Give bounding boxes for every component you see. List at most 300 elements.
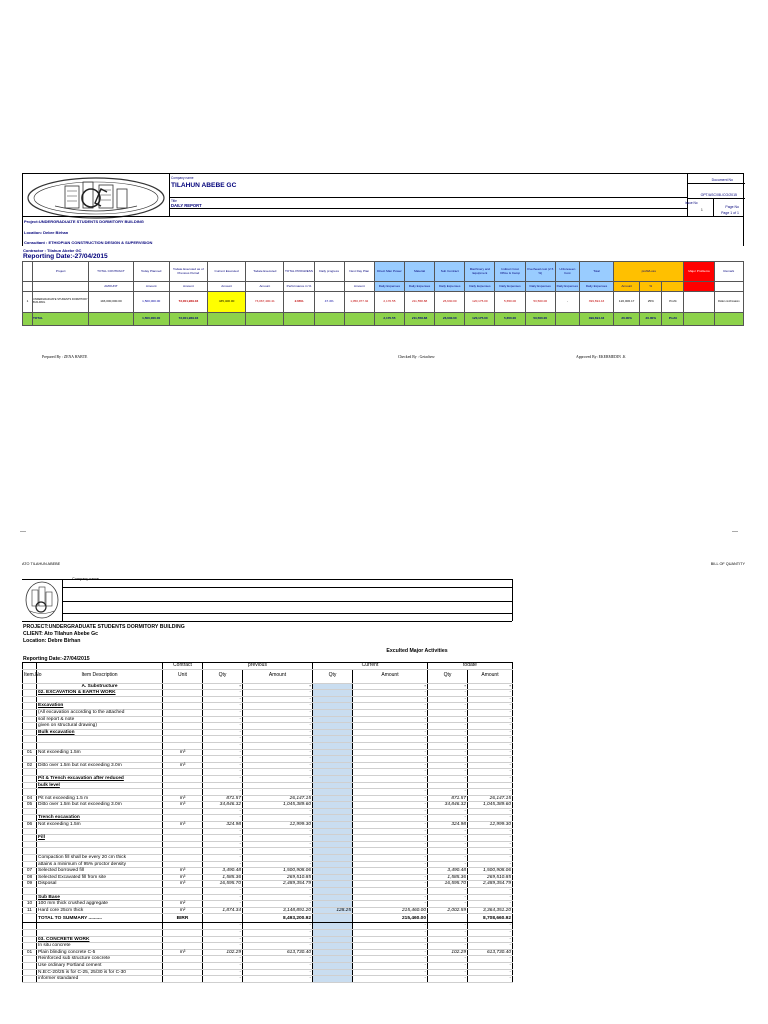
table-row [23, 881, 513, 888]
cell-item-unit [163, 828, 203, 835]
row-profit-pct: 25% [640, 292, 662, 313]
cell-item-no: 04 [23, 795, 37, 802]
boq-body [23, 683, 513, 914]
cell-prev-amount: 12,999.30 [243, 822, 313, 829]
daily-report-sheet [22, 173, 744, 321]
cell-todate-amount: - [468, 769, 513, 776]
cell-prev-amount: - [243, 848, 313, 855]
revision-label: Issue No [685, 201, 698, 205]
sub-profit-amount: Amount [614, 282, 640, 292]
cell-item-description [37, 756, 163, 763]
cell-todate-amount: - [468, 709, 513, 716]
row-next-day-plan: 1,050,077.32 [344, 292, 374, 313]
cell-prev-amount: - [243, 969, 313, 976]
row-total: 399,694.43 [579, 292, 613, 313]
cell-item-description [37, 841, 163, 848]
cell-item-no [23, 690, 37, 697]
cell-item-no [23, 775, 37, 782]
col-unit: Unit [163, 669, 203, 683]
cell-current-qty [313, 888, 353, 895]
sub-daily-expenses: Daily Expenses [495, 282, 525, 292]
cell-prev-amount: - [243, 943, 313, 950]
total-sub-contract: 26,630.00 [435, 313, 465, 326]
cell-item-no [23, 696, 37, 703]
cell-item-unit [163, 976, 203, 983]
cell-current-amount: - [353, 848, 428, 855]
table-row [23, 716, 513, 723]
cell-todate-qty: - [428, 888, 468, 895]
cell-item-description: A. Substructure [37, 683, 163, 690]
cell-prev-qty: - [203, 855, 243, 862]
table-row [23, 969, 513, 976]
cell-todate-qty: - [428, 943, 468, 950]
cell-item-no [23, 729, 37, 736]
cell-current-amount: - [353, 943, 428, 950]
cell-prev-qty: - [203, 729, 243, 736]
cell-prev-qty: - [203, 716, 243, 723]
cell-current-amount: - [353, 888, 428, 895]
cell-item-no [23, 789, 37, 796]
cell-item-no [23, 956, 37, 963]
table-row [23, 729, 513, 736]
client-info: CLIENT: Ato Tilahun Abebe Gc [23, 631, 99, 637]
cell-todate-qty: - [428, 756, 468, 763]
cell-todate-qty: - [428, 769, 468, 776]
cell-item-description: attains a minimum of 95% proctor density [37, 861, 163, 868]
total-total: 399,694.43 [579, 313, 613, 326]
table-row [23, 802, 513, 809]
sub-amount: Amount [246, 282, 284, 292]
cell-prev-qty: 34,846.32 [203, 802, 243, 809]
cell-todate-qty: - [428, 709, 468, 716]
cell-item-description [37, 929, 163, 936]
cell-item-description: Not exceeding 1.5m [37, 749, 163, 756]
row-material: 211,558.88 [405, 292, 435, 313]
cell-current-qty [313, 841, 353, 848]
cell-prev-qty: - [203, 976, 243, 983]
cell-item-description: In situ concrete [37, 943, 163, 950]
table-row [23, 956, 513, 963]
cell-todate-qty: - [428, 775, 468, 782]
col-total: Total [579, 262, 613, 282]
total-profit-word: Profit [662, 313, 684, 326]
cell-current-amount: - [353, 874, 428, 881]
cell-prev-amount: - [243, 775, 313, 782]
cell-item-no [23, 782, 37, 789]
table-row [23, 962, 513, 969]
consultant-info: Consultant : ETHIOPIAN CONSTRUCTION DESIGN & SUPERVISION [24, 240, 153, 245]
cell-prev-amount: - [243, 789, 313, 796]
col-total-contract: TOTAL CONTRACT [89, 262, 133, 282]
cell-item-no [23, 742, 37, 749]
sub-daily-expenses: Daily Expenses [405, 282, 435, 292]
cell-todate-qty: - [428, 815, 468, 822]
cell-item-description: Disposal [37, 881, 163, 888]
cell-current-amount: - [353, 690, 428, 697]
summary-data-row [23, 292, 744, 313]
cell-todate-amount: - [468, 956, 513, 963]
page-separator [20, 531, 26, 532]
cell-current-amount: - [353, 775, 428, 782]
cell-item-description: Sub Base [37, 894, 163, 901]
cell-item-description: Compaction fill shall be every 20 cm thick [37, 855, 163, 862]
cell-todate-amount: - [468, 742, 513, 749]
col-prev-amount: Amount [243, 669, 313, 683]
cell-current-qty [313, 949, 353, 956]
table-row [23, 696, 513, 703]
cell-prev-qty: - [203, 894, 243, 901]
report-title: DAILY REPORT [171, 203, 202, 208]
cell-prev-amount: - [243, 762, 313, 769]
cell-current-qty [313, 943, 353, 950]
cell-item-unit [163, 789, 203, 796]
cell-item-unit [163, 696, 203, 703]
cell-current-amount: - [353, 962, 428, 969]
cell-prev-amount: - [243, 690, 313, 697]
cell-item-unit [163, 709, 203, 716]
cell-todate-qty: - [428, 956, 468, 963]
cell-current-qty [313, 822, 353, 829]
company-name-label: Company name [171, 176, 194, 180]
cell-todate-amount: 12,999.30 [468, 822, 513, 829]
cell-current-amount: - [353, 868, 428, 875]
col-next-day-plan: Next Day Plan [344, 262, 374, 282]
cell-current-amount: - [353, 696, 428, 703]
cell-todate-amount: - [468, 703, 513, 710]
cell-item-unit [163, 716, 203, 723]
cell-item-no [23, 848, 37, 855]
cell-todate-amount: - [468, 841, 513, 848]
cell-current-qty [313, 894, 353, 901]
cell-prev-qty: - [203, 969, 243, 976]
cell-todate-amount: - [468, 729, 513, 736]
table-row [23, 709, 513, 716]
cell-item-unit: m² [163, 901, 203, 908]
cell-current-qty [313, 828, 353, 835]
cell-current-qty [313, 815, 353, 822]
cell-item-description [37, 742, 163, 749]
total-todate-amount: 8,708,660.92 [468, 914, 513, 923]
cell-item-description: Trench excavation [37, 815, 163, 822]
cell-current-qty [313, 936, 353, 943]
sub-daily-expenses: Daily Expenses [525, 282, 555, 292]
total-label: TOTAL [33, 313, 89, 326]
cell-prev-amount: - [243, 696, 313, 703]
cell-prev-qty: - [203, 789, 243, 796]
col-project: Project [33, 262, 89, 282]
table-row [23, 683, 513, 690]
cell-todate-amount: - [468, 936, 513, 943]
cell-item-no: 01 [23, 749, 37, 756]
row-sub-contract: 26,630.00 [435, 292, 465, 313]
row-daily-progress: 47.4% [314, 292, 344, 313]
sub-daily-expenses: Daily Expenses [465, 282, 495, 292]
document-code: OPT/ASC/08-/CO/2015 [700, 193, 737, 197]
cell-prev-amount: - [243, 742, 313, 749]
row-total-contract: 193,000,000.00 [89, 292, 133, 313]
cell-item-description: Reinforced sub structure concrete [37, 956, 163, 963]
checked-by: Checked By : Getachew [398, 355, 435, 359]
table-row [23, 828, 513, 835]
cell-current-amount: - [353, 901, 428, 908]
cell-todate-qty [428, 782, 468, 789]
cell-item-unit [163, 729, 203, 736]
cell-prev-qty [203, 782, 243, 789]
cell-todate-amount: - [468, 723, 513, 730]
cell-item-no: 07 [23, 868, 37, 875]
table-row [23, 815, 513, 822]
cell-current-amount: - [353, 742, 428, 749]
cell-todate-amount: 3,364,351.20 [468, 907, 513, 914]
cell-current-qty [313, 690, 353, 697]
table-row [23, 907, 513, 914]
cell-todate-qty: - [428, 683, 468, 690]
document-type: BILL OF QUANTITY [710, 562, 745, 566]
cell-item-no [23, 828, 37, 835]
cell-todate-amount: 26,147.15 [468, 795, 513, 802]
cell-prev-amount: - [243, 894, 313, 901]
cell-prev-qty: - [203, 775, 243, 782]
cell-prev-qty: - [203, 756, 243, 763]
cell-prev-qty: - [203, 835, 243, 842]
cell-item-unit [163, 894, 203, 901]
group-todate: todate [428, 663, 513, 670]
cell-item-no: 09 [23, 881, 37, 888]
group-contract: Contract [163, 663, 203, 670]
cell-item-unit [163, 683, 203, 690]
sub-amount: Amount [344, 282, 374, 292]
cell-prev-amount: - [243, 962, 313, 969]
cell-current-amount: - [353, 855, 428, 862]
total-overhead: 53,500.00 [525, 313, 555, 326]
table-row [23, 762, 513, 769]
cell-item-description [37, 923, 163, 930]
row-profit-word: Profit [662, 292, 684, 313]
cell-item-unit [163, 782, 203, 789]
cell-todate-amount: - [468, 736, 513, 743]
location-info: Location: Debre Birhan [23, 638, 81, 644]
cell-current-qty [313, 901, 353, 908]
col-sub-contract: Sub Contract [435, 262, 465, 282]
cell-prev-qty: - [203, 929, 243, 936]
sub-daily-expenses: Daily Expenses [555, 282, 579, 292]
cell-todate-amount: - [468, 923, 513, 930]
cell-item-description [37, 789, 163, 796]
cell-todate-amount: - [468, 835, 513, 842]
cell-item-no [23, 841, 37, 848]
cell-current-amount: - [353, 956, 428, 963]
cell-item-description: bulk level [37, 782, 163, 789]
cell-current-amount: - [353, 736, 428, 743]
col-item-no: Item.No [23, 669, 37, 683]
col-item-description: Item Description [37, 669, 163, 683]
cell-item-unit: m² [163, 907, 203, 914]
cell-prev-qty: - [203, 762, 243, 769]
indirect-cost-note: Office & Camp [500, 270, 521, 275]
cell-todate-qty: - [428, 969, 468, 976]
title-label: Title [171, 199, 177, 203]
cell-current-amount: - [353, 841, 428, 848]
cell-current-qty [313, 976, 353, 983]
col-major-problems: Major Problems [684, 262, 714, 282]
cell-todate-qty: - [428, 696, 468, 703]
table-row [23, 769, 513, 776]
cell-item-description: Pit not exceeding 1.5 m [37, 795, 163, 802]
prepared-by: Prepared By : ZENA HABTE [42, 355, 88, 359]
reporting-date: Reporting Date:-27/04/2015 [23, 253, 108, 260]
cell-todate-amount: - [468, 962, 513, 969]
cell-current-qty [313, 848, 353, 855]
cell-todate-qty: - [428, 729, 468, 736]
sub-amount: Amount [169, 282, 207, 292]
col-current-executed: Current Executed [207, 262, 245, 282]
project-info: PROJECT:UNDERGRADUATE STUDENTS DORMITORY BUILDING [23, 624, 185, 630]
total-indirect: 5,650.00 [495, 313, 525, 326]
cell-item-unit: m³ [163, 802, 203, 809]
col-total-progress: TOTAL PROGRESS [284, 262, 314, 282]
row-unforeseen: - [555, 292, 579, 313]
cell-item-no [23, 716, 37, 723]
company-logo-icon [25, 176, 167, 220]
revision-value: 1 [701, 208, 703, 212]
cell-item-unit [163, 808, 203, 815]
cell-todate-amount: 269,510.85 [468, 874, 513, 881]
table-row [23, 835, 513, 842]
sub-profit-pct: % [640, 282, 662, 292]
project-info: Project:UNDERGRADUATE STUDENTS DORMITORY BUILDING [24, 219, 144, 224]
table-row [23, 888, 513, 895]
cell-current-qty [313, 855, 353, 862]
cell-item-description [37, 848, 163, 855]
cell-current-amount: - [353, 729, 428, 736]
cell-item-no: 08 [23, 874, 37, 881]
cell-prev-qty: 871.57 [203, 795, 243, 802]
cell-todate-qty: - [428, 894, 468, 901]
cell-item-no: 01 [23, 949, 37, 956]
company-name: TILAHUN ABEBE GC [171, 182, 237, 189]
cell-todate-amount: - [468, 861, 513, 868]
owner-name: ATO TILAHUN ABEBE [22, 562, 61, 566]
cell-item-unit [163, 841, 203, 848]
location-info: Location: Debre Birhan [24, 230, 69, 235]
cell-item-no: 06 [23, 822, 37, 829]
cell-todate-amount: - [468, 828, 513, 835]
cell-prev-qty: - [203, 943, 243, 950]
cell-todate-qty: - [428, 855, 468, 862]
sub-amount: Amount [207, 282, 245, 292]
cell-todate-qty: - [428, 841, 468, 848]
row-today-planned: 1,500,000.00 [133, 292, 169, 313]
cell-current-qty [313, 808, 353, 815]
cell-todate-qty: 1,585.36 [428, 874, 468, 881]
table-row [23, 723, 513, 730]
cell-prev-amount: - [243, 976, 313, 983]
cell-todate-qty: 324.98 [428, 822, 468, 829]
table-row [23, 703, 513, 710]
cell-item-no [23, 861, 37, 868]
sub-daily-expenses: Daily Expenses [579, 282, 613, 292]
total-summary-label: TOTAL TO SUMMARY .......... [37, 914, 163, 923]
cell-item-unit [163, 775, 203, 782]
cell-current-amount: - [353, 929, 428, 936]
table-row [23, 949, 513, 956]
table-row [23, 795, 513, 802]
cell-prev-qty: - [203, 749, 243, 756]
cell-current-qty [313, 716, 353, 723]
cell-todate-qty: - [428, 901, 468, 908]
cell-item-no [23, 969, 37, 976]
cell-current-amount: - [353, 969, 428, 976]
col-today-planned: Today Planned [133, 262, 169, 282]
table-row [23, 848, 513, 855]
cell-prev-amount: - [243, 929, 313, 936]
cell-item-unit: m³ [163, 822, 203, 829]
cell-item-unit: m³ [163, 949, 203, 956]
cell-todate-amount: - [468, 888, 513, 895]
cell-todate-qty: - [428, 835, 468, 842]
cell-prev-amount: - [243, 683, 313, 690]
cell-item-description: 100 mm thick crushed aggregate [37, 901, 163, 908]
cell-prev-qty: - [203, 736, 243, 743]
cell-current-amount: - [353, 795, 428, 802]
cell-item-no [23, 835, 37, 842]
cell-item-no [23, 894, 37, 901]
summary-total-row [23, 313, 744, 326]
cell-item-no [23, 929, 37, 936]
row-number: 1 [23, 292, 33, 313]
cell-item-unit [163, 861, 203, 868]
cell-prev-qty: - [203, 888, 243, 895]
cell-item-no [23, 703, 37, 710]
col-machinery: Machinery and Equipment [465, 262, 495, 282]
cell-item-description: Selected borrowed fill [37, 868, 163, 875]
cell-item-description [37, 736, 163, 743]
cell-item-unit: m³ [163, 795, 203, 802]
table-row [23, 976, 513, 983]
boq-total-row [23, 914, 513, 923]
cell-prev-qty: - [203, 861, 243, 868]
total-material: 211,558.88 [405, 313, 435, 326]
cell-item-description: informer standared [37, 976, 163, 983]
cell-prev-amount: - [243, 709, 313, 716]
cell-todate-amount: - [468, 848, 513, 855]
cell-current-amount: - [353, 723, 428, 730]
cell-prev-amount: 1,500,908.06 [243, 868, 313, 875]
cell-prev-amount: - [243, 936, 313, 943]
row-prev-executed: 73,001,969.03 [169, 292, 207, 313]
cell-current-qty [313, 861, 353, 868]
cell-todate-amount: - [468, 943, 513, 950]
cell-item-unit [163, 936, 203, 943]
table-row [23, 690, 513, 697]
cell-prev-qty: - [203, 815, 243, 822]
cell-item-unit [163, 815, 203, 822]
cell-item-description: Ditto over 1.5m but not exceeding 3.0m [37, 802, 163, 809]
cell-item-unit [163, 956, 203, 963]
cell-item-no [23, 709, 37, 716]
cell-current-amount [353, 782, 428, 789]
cell-todate-qty: 3,490.48 [428, 868, 468, 875]
col-profit-loss: profit/Loss [614, 262, 684, 282]
cell-current-amount: - [353, 716, 428, 723]
cell-todate-amount: 1,045,389.60 [468, 802, 513, 809]
cell-current-amount: - [353, 802, 428, 809]
cell-prev-amount: - [243, 815, 313, 822]
table-row [23, 749, 513, 756]
cell-current-amount: - [353, 749, 428, 756]
cell-prev-amount: 26,147.15 [243, 795, 313, 802]
cell-prev-qty: - [203, 848, 243, 855]
